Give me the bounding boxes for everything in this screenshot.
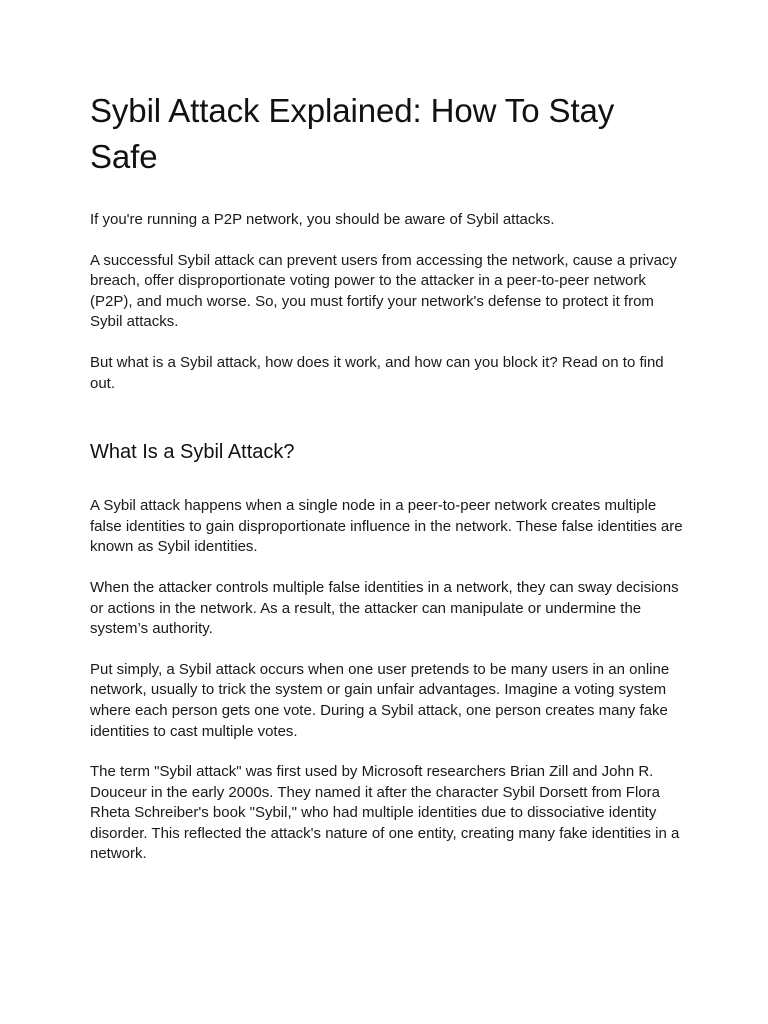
document-page bbox=[90, 0, 685, 865]
intro-paragraph: If you're running a P2P network, you should be aware of Sybil attacks. bbox=[90, 211, 555, 228]
intro-paragraph: A successful Sybil attack can prevent users from accessing the network, cause a privacy breach, offer disproportionate voting power to the attacker in a peer-to-peer network (P2P), and much worse. So, you must fortify your network's defense to protect it from Sybil attacks. bbox=[90, 251, 677, 331]
section-paragraph: A Sybil attack happens when a single node in a peer-to-peer network creates multiple false identities to gain disproportionate influence in the network. These false identities are known as Sybil identities. bbox=[90, 497, 683, 556]
article-title: Sybil Attack Explained: How To Stay Safe bbox=[90, 92, 615, 175]
section-paragraph: Put simply, a Sybil attack occurs when one user pretends to be many users in an online network, usually to trick the system or gain unfair advantages. Imagine a voting system where each person gets one vote. During a Sybil attack, one person creates many fake identities to cast multiple votes. bbox=[90, 660, 670, 740]
section-heading: What Is a Sybil Attack? bbox=[90, 441, 295, 464]
section-paragraph: When the attacker controls multiple false identities in a network, they can sway decisions or actions in the network. As a result, the attacker can manipulate or undermine the system’s authority. bbox=[90, 578, 679, 638]
section-paragraph: The term "Sybil attack" was first used by Microsoft researchers Brian Zill and John R. Douceur in the early 2000s. They named it after the character Sybil Dorsett from Flora Rheta Schreiber's book "Sybil," who had multiple identities due to dissociative identity disorder. This reflected the attack's nature of one entity, creating many fake identities in a network. bbox=[90, 763, 680, 863]
intro-paragraph: But what is a Sybil attack, how does it work, and how can you block it? Read on to find out. bbox=[90, 353, 664, 392]
